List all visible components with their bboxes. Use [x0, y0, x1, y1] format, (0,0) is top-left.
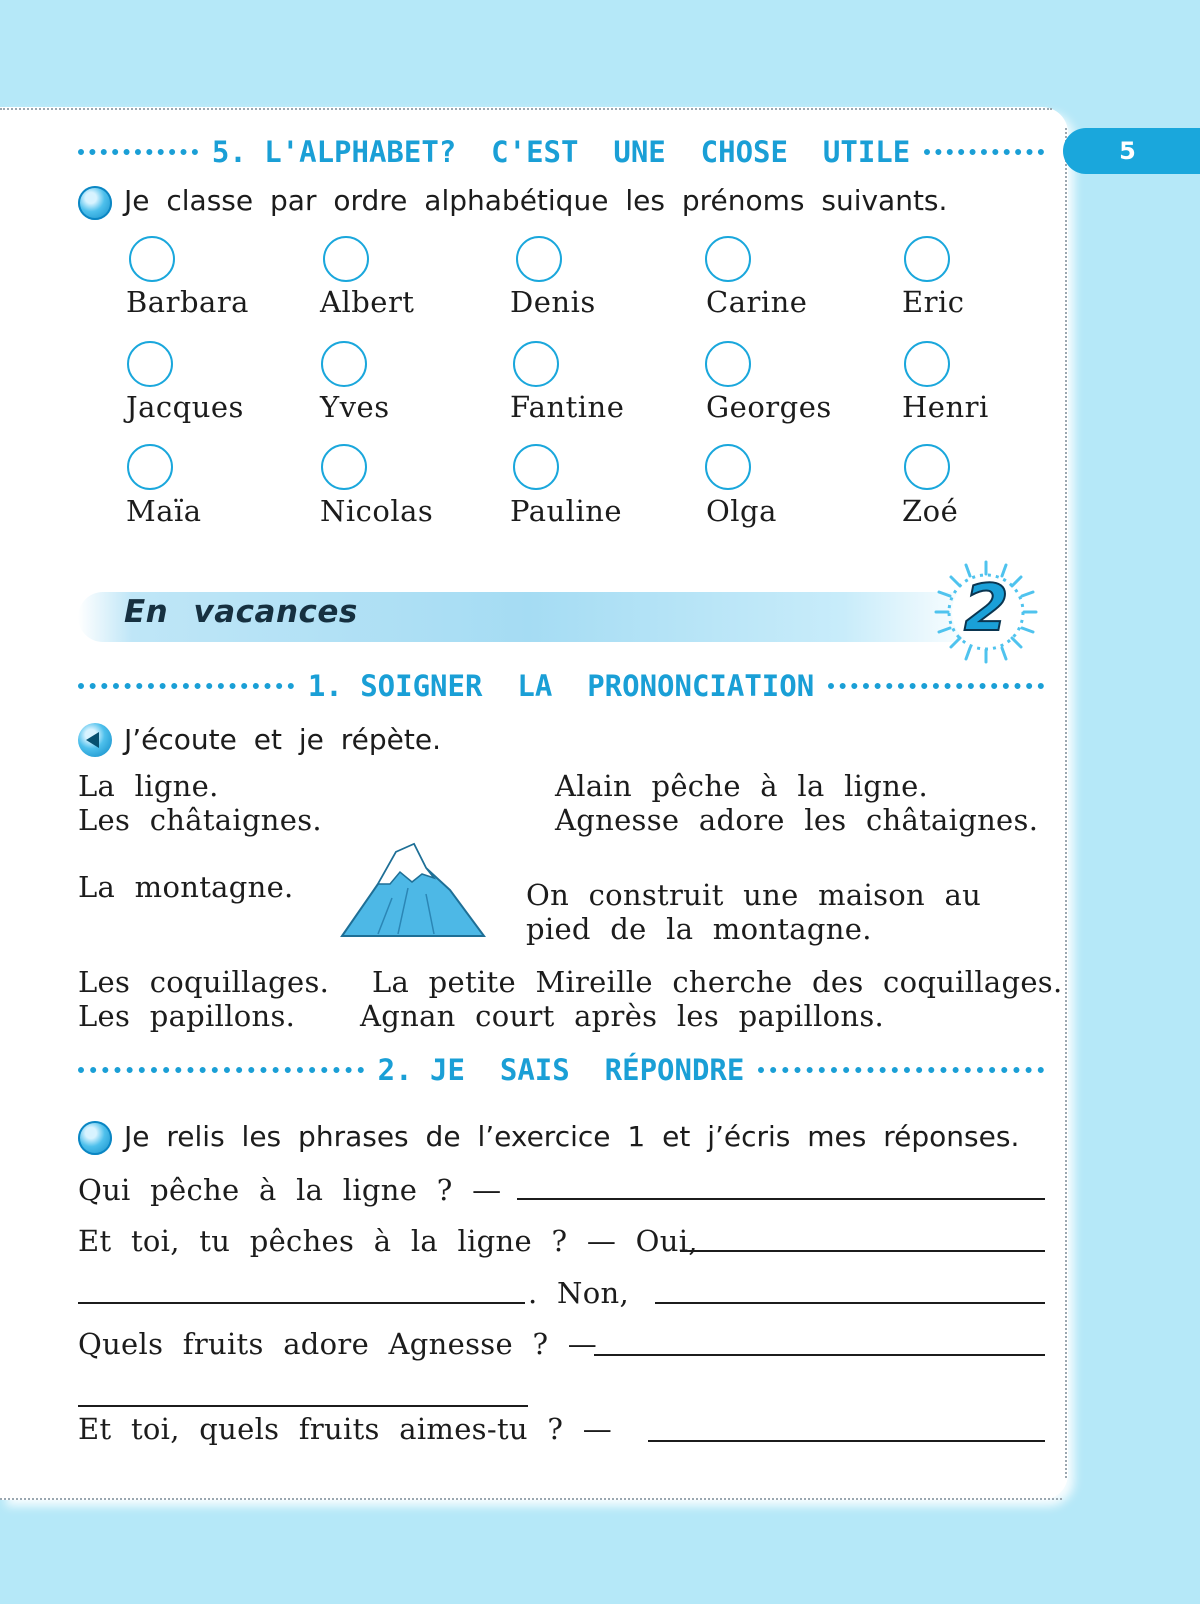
instruction-text: Je relis les phrases de l’exercice 1 et j’écris mes réponses.: [124, 1120, 1020, 1153]
audio-speaker-icon[interactable]: [78, 723, 112, 757]
instruction-text: J’écoute et je répète.: [124, 723, 442, 756]
answer-line[interactable]: [680, 1250, 1045, 1252]
name-label: Denis: [510, 285, 596, 319]
name-label: Georges: [706, 390, 832, 424]
question-text: Et toi, quels fruits aimes-tu ? —: [78, 1412, 613, 1446]
name-label: Jacques: [126, 390, 244, 424]
name-label: Yves: [320, 390, 390, 424]
section-heading-pronunciation: [78, 666, 1044, 706]
name-label: Zoé: [902, 494, 959, 528]
question-text: Quels fruits adore Agnesse ? —: [78, 1327, 598, 1361]
sentence-right: pied de la montagne.: [526, 912, 872, 946]
name-label: Olga: [706, 494, 777, 528]
name-label: Carine: [706, 285, 808, 319]
name-label: Barbara: [126, 285, 249, 319]
name-label: Henri: [902, 390, 989, 424]
question-text: Qui pêche à la ligne ? —: [78, 1173, 502, 1207]
order-circle[interactable]: [705, 236, 751, 282]
phrase-left: La ligne.: [78, 769, 219, 803]
order-circle[interactable]: [513, 341, 559, 387]
question-text: Et toi, tu pêches à la ligne ? — Oui,: [78, 1224, 698, 1258]
instruction-text: Je classe par ordre alphabétique les prénoms suivants.: [124, 184, 948, 217]
phrase-left: Les châtaignes.: [78, 803, 322, 837]
order-circle[interactable]: [904, 444, 950, 490]
answer-line[interactable]: [594, 1354, 1045, 1356]
sentence-right: On construit une maison au: [526, 878, 982, 912]
section-heading-answer: [78, 1050, 1044, 1090]
question-text: . Non,: [528, 1276, 629, 1310]
answer-line[interactable]: [517, 1198, 1045, 1200]
mountain-illustration: [338, 838, 488, 943]
order-circle[interactable]: [127, 444, 173, 490]
order-circle[interactable]: [321, 444, 367, 490]
sentence-right: Agnan court après les papillons.: [360, 999, 885, 1033]
phrase-left: Les coquillages.: [78, 965, 330, 999]
section-heading-alphabet: [78, 132, 1044, 172]
sentence-right: Alain pêche à la ligne.: [555, 769, 929, 803]
name-label: Maïa: [126, 494, 202, 528]
answer-line[interactable]: [648, 1440, 1045, 1442]
exercise-bullet-icon: [78, 186, 112, 220]
sentence-right: Agnesse adore les châtaignes.: [555, 803, 1039, 837]
order-circle[interactable]: [129, 236, 175, 282]
order-circle[interactable]: [513, 444, 559, 490]
sentence-right: La petite Mireille cherche des coquillages.: [372, 965, 1063, 999]
order-circle[interactable]: [705, 444, 751, 490]
order-circle[interactable]: [705, 341, 751, 387]
page-border-top: [0, 108, 1052, 110]
lesson-title: En vacances: [124, 594, 358, 630]
answer-line[interactable]: [78, 1405, 528, 1407]
order-circle[interactable]: [323, 236, 369, 282]
page-border-bottom: [0, 1498, 1062, 1500]
exercise-bullet-icon: [78, 1121, 112, 1155]
order-circle[interactable]: [321, 341, 367, 387]
answer-line[interactable]: [655, 1302, 1045, 1304]
name-label: Eric: [902, 285, 965, 319]
name-label: Fantine: [510, 390, 625, 424]
order-circle[interactable]: [127, 341, 173, 387]
answer-line[interactable]: [78, 1302, 525, 1304]
order-circle[interactable]: [904, 236, 950, 282]
phrase-left: Les papillons.: [78, 999, 296, 1033]
name-label: Nicolas: [320, 494, 434, 528]
lesson-number: 2: [964, 572, 1009, 646]
name-label: Albert: [320, 285, 415, 319]
section-title: 1. SOIGNER LA PRONONCIATION: [307, 669, 815, 703]
section-title: 2. JE SAIS RÉPONDRE: [377, 1053, 745, 1087]
order-circle[interactable]: [516, 236, 562, 282]
order-circle[interactable]: [904, 341, 950, 387]
name-label: Pauline: [510, 494, 623, 528]
page-border-right: [1065, 128, 1067, 1478]
section-title: 5. L'ALPHABET? C'EST UNE CHOSE UTILE: [211, 135, 911, 169]
phrase-left: La montagne.: [78, 870, 294, 904]
page-number: 5: [1063, 128, 1200, 174]
